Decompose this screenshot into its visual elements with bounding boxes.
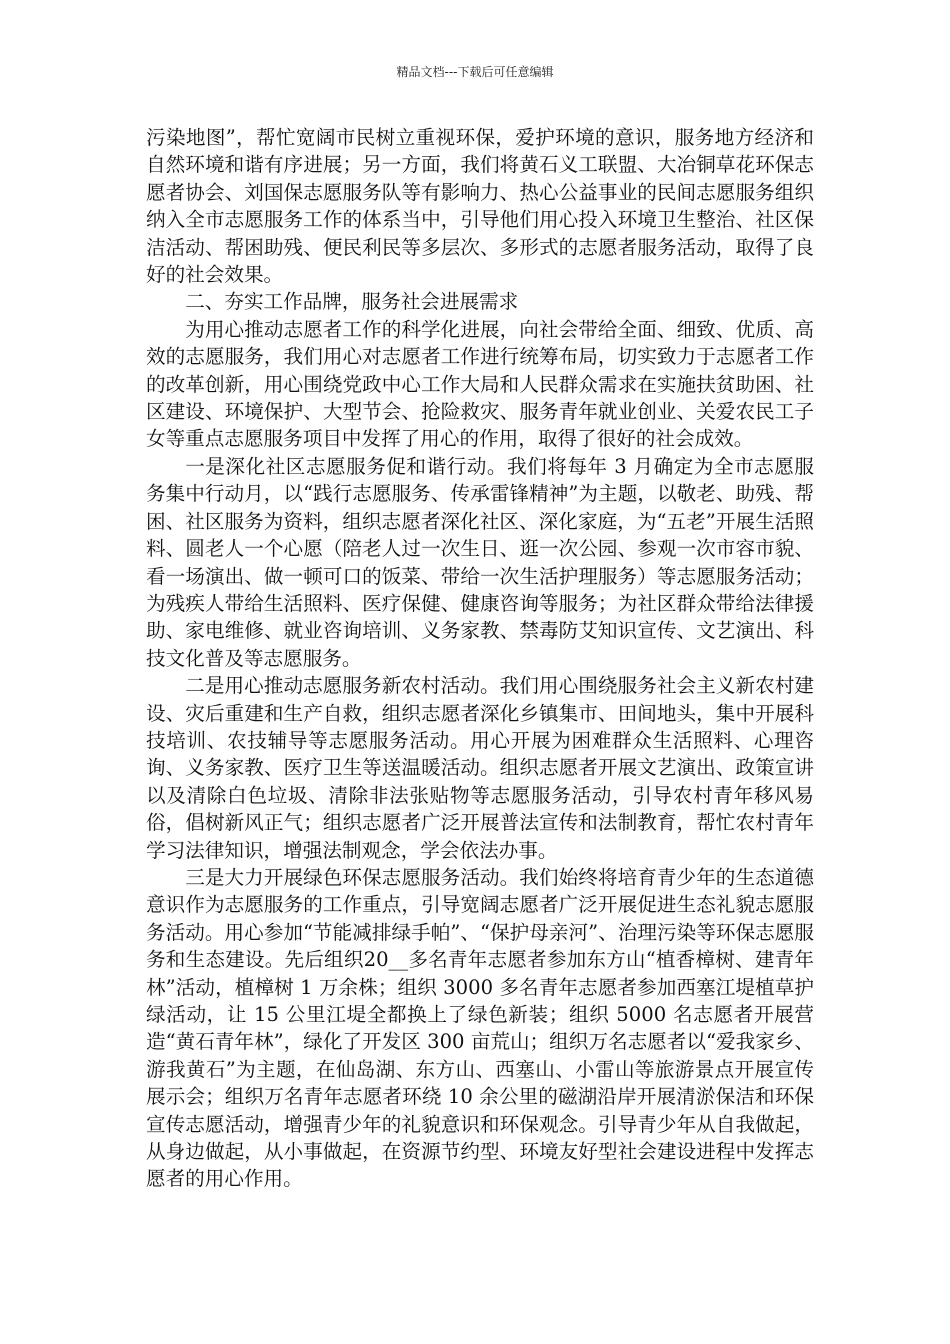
paragraph-green-service: 三是大力开展绿色环保志愿服务活动。我们始终将培育青少年的生态道德意识作为志愿服务的工作重点，引导宽阔志愿者广泛开展促进生态礼貌志愿服务活动。用心参加“节能减排绿手帕”、“保护母亲河”、治理污染等环保志愿服务和生态建设。先后组织20__多名青年志愿者参加东方山“植香樟树、建青年林”活动，植樟树 1 万余株；组织 3000 多名青年志愿者参加西塞江堤植草护绿活动，让 15 公里江堤全都换上了绿色新装；组织 5000 名志愿者开展营造“黄石青年林”，绿化了开发区 300 亩荒山；组织万名志愿者以“爱我家乡、游我黄石”为主题，在仙岛湖、东方山、西塞山、小雷山等旅游景点开展宣传展示会；组织万名青年志愿者环绕 10 余公里的磁湖沿岸开展清淤保洁和环保宣传志愿活动，增强青少年的礼貌意识和环保观念。引导青少年从自我做起，从身边做起，从小事做起，在资源节约型、环境友好型社会建设进程中发挥志愿者的用心作用。 bbox=[146, 865, 814, 1191]
paragraph-rural-service: 二是用心推动志愿服务新农村活动。我们用心围绕服务社会主义新农村建设、灾后重建和生产自救，组织志愿者深化乡镇集市、田间地头，集中开展科技培训、农技辅导等志愿服务活动。用心开展为困难群众生活照料、心理咨询、义务家教、医疗卫生等送温暖活动。组织志愿者开展文艺演出、政策宣讲以及清除白色垃圾、清除非法张贴物等志愿服务活动，引导农村青年移风易俗，倡树新风正气；组织志愿者广泛开展普法宣传和法制教育，帮忙农村青年学习法律知识，增强法制观念，学会依法办事。 bbox=[146, 674, 814, 862]
paragraph-intro: 为用心推动志愿者工作的科学化进展，向社会带给全面、细致、优质、高效的志愿服务，我们用心对志愿者工作进行统筹布局，切实致力于志愿者工作的改革创新，用心围绕党政中心工作大局和人民群众需求在实施扶贫助困、社区建设、环境保护、大型节会、抢险救灾、服务青年就业创业、关爱农民工子女等重点志愿服务项目中发挥了用心的作用，取得了很好的社会成效。 bbox=[146, 317, 814, 451]
page-header: 精品文档---下载后可任意编辑 bbox=[396, 65, 554, 79]
section-heading: 二、夯实工作品牌，服务社会进展需求 bbox=[185, 290, 519, 314]
paragraph-community-service: 一是深化社区志愿服务促和谐行动。我们将每年 3 月确定为全市志愿服务集中行动月，以“践行志愿服务、传承雷锋精神”为主题，以敬老、助残、帮困、社区服务为资料，组织志愿者深化社区、深化家庭，为“五老”开展生活照料、圆老人一个心愿（陪老人过一次生日、逛一次公园、参观一次市容市貌、看一场演出、做一顿可口的饭菜、带给一次生活护理服务）等志愿服务活动；为残疾人带给生活照料、医疗保健、健康咨询等服务；为社区群众带给法律援助、家电维修、就业咨询培训、义务家教、禁毒防艾知识宣传、文艺演出、科技文化普及等志愿服务。 bbox=[146, 454, 814, 670]
paragraph-continued: 污染地图”，帮忙宽阔市民树立重视环保，爱护环境的意识，服务地方经济和自然环境和谐有序进展；另一方面，我们将黄石义工联盟、大冶铜草花环保志愿者协会、刘国保志愿服务队等有影响力、热心公益事业的民间志愿服务组织纳入全市志愿服务工作的体系当中，引导他们用心投入环境卫生整治、社区保洁活动、帮困助残、便民利民等多层次、多形式的志愿者服务活动，取得了良好的社会效果。 bbox=[146, 126, 814, 287]
document-body bbox=[146, 124, 814, 1193]
